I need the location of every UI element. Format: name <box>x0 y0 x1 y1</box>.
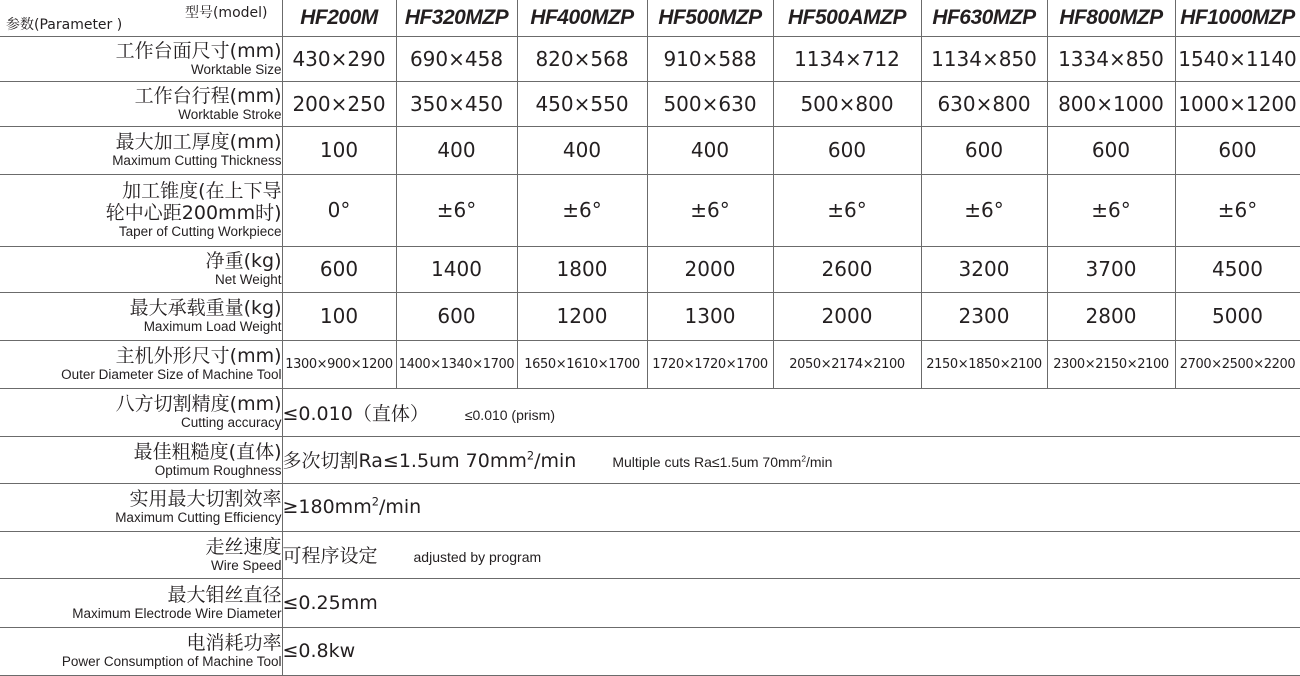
value-text: Multiple cuts Ra≤1.5um 70mm <box>612 454 802 470</box>
spec-value: 1200 <box>517 292 647 340</box>
row-label-en: Optimum Roughness <box>154 462 282 478</box>
spec-value: 1000×1200 <box>1175 81 1300 126</box>
spec-value: 1650×1610×1700 <box>517 340 647 388</box>
spec-value: 910×588 <box>647 36 773 81</box>
row-label <box>0 578 282 627</box>
spec-value: 630×800 <box>921 81 1047 126</box>
spec-value: 1300×900×1200 <box>282 340 396 388</box>
spec-value: 2050×2174×2100 <box>773 340 921 388</box>
spec-value: 5000 <box>1175 292 1300 340</box>
value-text: /min <box>378 496 422 518</box>
row-label-en: Maximum Electrode Wire Diameter <box>72 605 282 621</box>
row-label-cn: 主机外形尺寸(mm) <box>115 345 282 367</box>
corner-header <box>0 0 282 36</box>
spec-value: 600 <box>1047 126 1175 174</box>
spec-value-wide <box>282 531 1300 578</box>
superscript: 2 <box>371 494 379 509</box>
spec-value: 100 <box>282 126 396 174</box>
value-cn: ≤0.010（直体） <box>282 402 429 425</box>
spec-value: 100 <box>282 292 396 340</box>
value-text: /min <box>534 450 577 472</box>
row-label-en: Maximum Load Weight <box>143 319 282 334</box>
spec-value: 820×568 <box>517 36 647 81</box>
spec-value: ±6° <box>1047 174 1175 246</box>
spec-value: 1540×1140 <box>1175 36 1300 81</box>
row-label-en: Worktable Size <box>190 61 282 77</box>
spec-value: 600 <box>1175 126 1300 174</box>
spec-value: 3200 <box>921 246 1047 292</box>
superscript: 2 <box>526 448 535 463</box>
spec-value: 4500 <box>1175 246 1300 292</box>
value-en: adjusted by program <box>413 549 542 565</box>
row-label-en: Worktable Stroke <box>178 106 282 122</box>
row-label <box>0 483 282 531</box>
spec-row-outer-size <box>0 340 1300 388</box>
row-label-en: Wire Speed <box>210 557 282 573</box>
value-cn <box>283 496 422 518</box>
model-header-label: 型号(model) <box>184 5 268 21</box>
spec-value: 600 <box>921 126 1047 174</box>
row-label <box>0 340 282 388</box>
spec-value: 400 <box>647 126 773 174</box>
spec-value: 1134×850 <box>921 36 1047 81</box>
spec-value: 500×630 <box>647 81 773 126</box>
row-label <box>0 627 282 675</box>
spec-value: 2700×2500×2200 <box>1175 340 1300 388</box>
value-text: ≥180mm <box>282 496 372 518</box>
row-label <box>0 436 282 483</box>
spec-row-cutting-accuracy <box>0 388 1300 436</box>
value-en <box>612 454 832 470</box>
spec-value: 500×800 <box>773 81 921 126</box>
spec-value: 800×1000 <box>1047 81 1175 126</box>
spec-value: 2300×2150×2100 <box>1047 340 1175 388</box>
spec-value: ±6° <box>517 174 647 246</box>
row-label <box>0 126 282 174</box>
spec-value: 3700 <box>1047 246 1175 292</box>
row-label-cn: 最大承载重量(kg) <box>129 297 282 319</box>
row-label <box>0 246 282 292</box>
spec-value-wide <box>282 436 1300 483</box>
row-label-en: Net Weight <box>214 272 282 287</box>
row-label-en: Maximum Cutting Thickness <box>112 153 282 168</box>
spec-value: 690×458 <box>396 36 517 81</box>
spec-value: ±6° <box>647 174 773 246</box>
row-label-en: Cutting accuracy <box>180 415 282 430</box>
model-name: HF400MZP <box>517 0 647 36</box>
parameter-header-label: 参数(Parameter ) <box>6 17 123 33</box>
spec-value: 2300 <box>921 292 1047 340</box>
spec-value-wide <box>282 388 1300 436</box>
spec-value: 2000 <box>773 292 921 340</box>
row-label-cn: 轮中心距200mm时) <box>105 202 282 224</box>
value-text: /min <box>806 454 833 470</box>
model-name: HF500MZP <box>647 0 773 36</box>
model-name: HF320MZP <box>396 0 517 36</box>
value-en: ≤0.010 (prism) <box>464 406 555 423</box>
row-label-cn: 最大钼丝直径 <box>167 583 282 606</box>
spec-row-wire-diameter <box>0 578 1300 627</box>
spec-row-worktable-stroke <box>0 81 1300 126</box>
spec-row-power <box>0 627 1300 675</box>
spec-value-wide <box>282 483 1300 531</box>
spec-value: 1720×1720×1700 <box>647 340 773 388</box>
value-cn: 可程序设定 <box>282 545 378 567</box>
spec-value: 600 <box>396 292 517 340</box>
row-label-cn: 工作台行程(mm) <box>134 84 282 107</box>
spec-value: 200×250 <box>282 81 396 126</box>
spec-value: ±6° <box>1175 174 1300 246</box>
spec-value: 1400 <box>396 246 517 292</box>
spec-row-max-load <box>0 292 1300 340</box>
spec-value: 350×450 <box>396 81 517 126</box>
spec-value: 1400×1340×1700 <box>396 340 517 388</box>
spec-value: 600 <box>773 126 921 174</box>
row-label-cn: 八方切割精度(mm) <box>115 393 282 415</box>
row-label <box>0 388 282 436</box>
spec-value-wide <box>282 578 1300 627</box>
header-row <box>0 0 1300 36</box>
spec-value: ±6° <box>773 174 921 246</box>
spec-row-max-thickness <box>0 126 1300 174</box>
spec-row-roughness <box>0 436 1300 483</box>
spec-value: 430×290 <box>282 36 396 81</box>
spec-row-efficiency <box>0 483 1300 531</box>
row-label-cn: 实用最大切割效率 <box>129 488 282 510</box>
model-name: HF800MZP <box>1047 0 1175 36</box>
spec-value: 2150×1850×2100 <box>921 340 1047 388</box>
spec-row-wire-speed <box>0 531 1300 578</box>
spec-row-worktable-size <box>0 36 1300 81</box>
value-cn: ≤0.8kw <box>282 640 356 662</box>
spec-value: ±6° <box>396 174 517 246</box>
row-label <box>0 531 282 578</box>
row-label-en: Taper of Cutting Workpiece <box>118 224 282 239</box>
spec-value: 0° <box>282 174 396 246</box>
spec-value: 1800 <box>517 246 647 292</box>
value-text: 多次切割Ra≤1.5um 70mm <box>282 450 527 472</box>
row-label-cn: 电消耗功率 <box>186 632 282 654</box>
spec-row-taper <box>0 174 1300 246</box>
spec-value: 400 <box>517 126 647 174</box>
spec-value: 600 <box>282 246 396 292</box>
spec-row-net-weight <box>0 246 1300 292</box>
spec-value: 2800 <box>1047 292 1175 340</box>
spec-value: 1300 <box>647 292 773 340</box>
value-cn <box>283 450 577 472</box>
row-label-cn: 净重(kg) <box>205 250 282 272</box>
row-label-en: Maximum Cutting Efficiency <box>115 510 282 525</box>
row-label-cn: 加工锥度(在上下导 <box>122 180 282 202</box>
spec-value: 2600 <box>773 246 921 292</box>
superscript: 2 <box>801 453 806 464</box>
spec-value: 1334×850 <box>1047 36 1175 81</box>
row-label <box>0 81 282 126</box>
row-label-cn: 工作台面尺寸(mm) <box>115 39 282 62</box>
row-label-cn: 走丝速度 <box>205 535 282 558</box>
spec-value: ±6° <box>921 174 1047 246</box>
spec-value-wide <box>282 627 1300 675</box>
row-label-en: Outer Diameter Size of Machine Tool <box>61 367 282 382</box>
model-name: HF1000MZP <box>1175 0 1300 36</box>
row-label-cn: 最大加工厚度(mm) <box>115 131 282 153</box>
model-name: HF200M <box>282 0 396 36</box>
row-label-cn: 最佳粗糙度(直体) <box>133 440 282 463</box>
spec-value: 1134×712 <box>773 36 921 81</box>
row-label <box>0 292 282 340</box>
row-label <box>0 174 282 246</box>
value-cn: ≤0.25mm <box>282 591 378 614</box>
model-name: HF630MZP <box>921 0 1047 36</box>
row-label-en: Power Consumption of Machine Tool <box>61 654 282 669</box>
spec-value: 2000 <box>647 246 773 292</box>
row-label <box>0 36 282 81</box>
spec-value: 450×550 <box>517 81 647 126</box>
spec-value: 400 <box>396 126 517 174</box>
model-name: HF500AMZP <box>773 0 921 36</box>
